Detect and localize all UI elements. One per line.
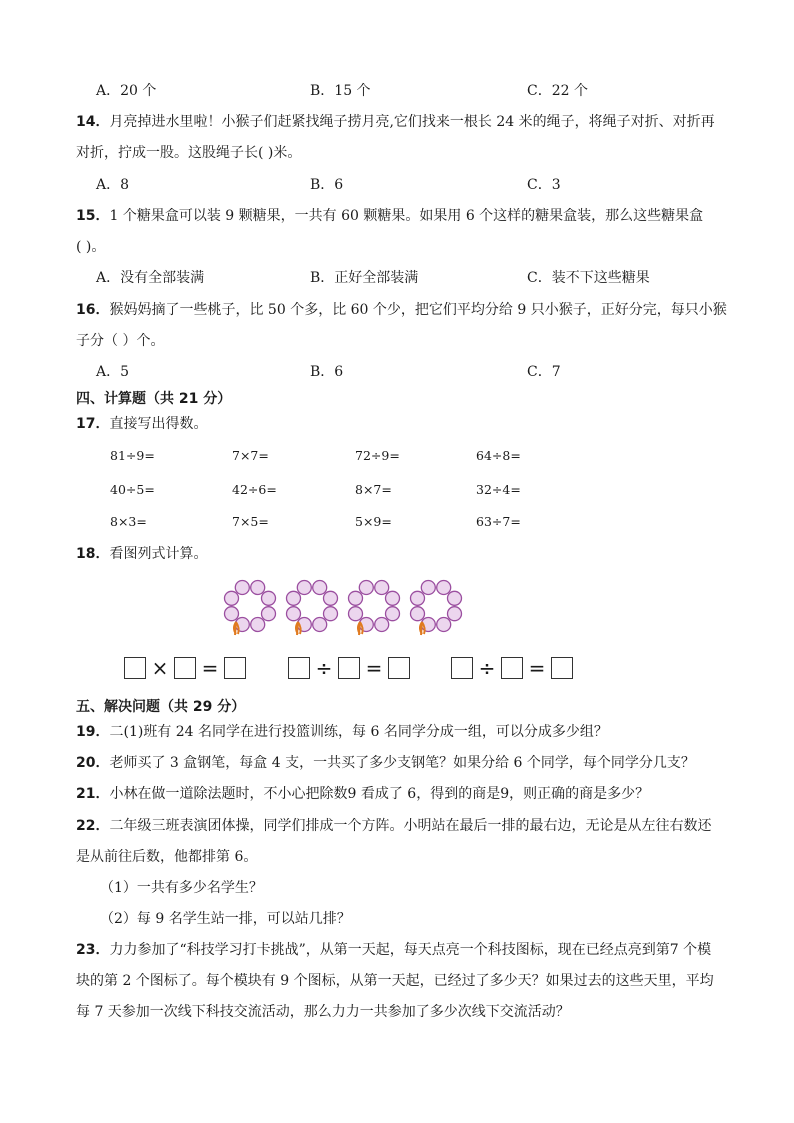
calc-item: 32÷4=	[476, 482, 521, 497]
section-4-heading: 四、计算题（共 21 分）	[76, 391, 232, 407]
answer-box[interactable]	[551, 657, 573, 679]
bead	[313, 618, 327, 632]
bead-bracelet	[411, 581, 462, 636]
q15-number: 15．	[76, 208, 110, 224]
bead	[386, 607, 400, 621]
q22-sub1: （1）一共有多少名学生？	[100, 880, 263, 896]
q16-option-a: A．5	[96, 364, 130, 380]
q14-line1	[76, 112, 715, 132]
q15-line2: ( )。	[76, 239, 106, 255]
calc-item: 42÷6=	[232, 482, 277, 497]
operator: ÷	[315, 656, 333, 680]
q16-line1	[76, 300, 727, 320]
bead	[375, 581, 389, 595]
answer-box[interactable]	[451, 657, 473, 679]
bead	[375, 618, 389, 632]
bead	[287, 591, 301, 605]
q16-number: 16．	[76, 302, 110, 318]
bead-bracelet	[225, 581, 276, 636]
equals-sign: =	[528, 656, 546, 680]
equals-sign: =	[365, 656, 383, 680]
q14-option-b: B．6	[310, 177, 344, 193]
division-equation-2	[451, 656, 573, 680]
tassel	[296, 622, 301, 635]
tassel	[358, 622, 363, 635]
bead	[297, 581, 311, 595]
q14-option-a: A．8	[96, 177, 130, 193]
q14-option-c: C．3	[527, 177, 561, 193]
bead	[386, 591, 400, 605]
calc-item: 8×7=	[355, 482, 392, 497]
bead	[437, 581, 451, 595]
bead	[411, 607, 425, 621]
q19-line	[76, 722, 608, 742]
tassel	[420, 622, 425, 635]
calc-item: 72÷9=	[355, 448, 400, 463]
q16-option-c: C．7	[527, 364, 561, 380]
q23-line3: 每 7 天参加一次线下科技交流活动，那么力力一共参加了多少次线下交流活动？	[76, 1004, 570, 1020]
q23-text: 力力参加了“科技学习打卡挑战”，从第一天起，每天点亮一个科技图标，现在已经点亮到第7 个模	[109, 942, 712, 958]
bead-bracelets-illustration	[220, 578, 480, 642]
calc-item: 81÷9=	[110, 448, 155, 463]
q20-line	[76, 753, 695, 773]
division-equation-1	[288, 656, 410, 680]
tassel	[234, 622, 239, 635]
bead	[313, 581, 327, 595]
bead	[349, 591, 363, 605]
answer-box[interactable]	[174, 657, 196, 679]
calc-item: 63÷7=	[476, 514, 521, 529]
q22-text: 二年级三班表演团体操，同学们排成一个方阵。小明站在最后一排的最右边，无论是从左往右数还	[109, 818, 712, 834]
q16-text: 猴妈妈摘了一些桃子，比 50 个多，比 60 个少，把它们平均分给 9 只小猴子，正好分完，每只小猴	[109, 302, 727, 318]
bead	[235, 581, 249, 595]
bead	[359, 581, 373, 595]
q20-text: 老师买了 3 盒钢笔，每盒 4 支，一共买了多少支钢笔？如果分给 6 个同学，每个同学分几支？	[109, 755, 695, 771]
q23-line2: 块的第 2 个图标了。每个模块有 9 个图标，从第一天起，已经过了多少天？如果过去的这些天里，平均	[76, 973, 714, 989]
q15-line1	[76, 206, 703, 226]
q15-text: 1 个糖果盒可以装 9 颗糖果，一共有 60 颗糖果。如果用 6 个这样的糖果盒装，那么这些糖果盒	[109, 208, 704, 224]
calc-item: 64÷8=	[476, 448, 521, 463]
calc-item: 5×9=	[355, 514, 392, 529]
q17-text: 直接写出得数。	[109, 416, 208, 432]
operator: ÷	[478, 656, 496, 680]
q22-line2: 是从前往后数，他都排第 6。	[76, 849, 258, 865]
bead-bracelet	[287, 581, 338, 636]
bead	[349, 607, 363, 621]
bead	[251, 581, 265, 595]
q14-line2: 对折，拧成一股。这股绳子长( )米。	[76, 145, 302, 161]
q22-line1	[76, 816, 711, 836]
calc-item: 7×7=	[232, 448, 269, 463]
bead	[262, 591, 276, 605]
q21-line	[76, 784, 649, 804]
q13-option-b: B．15 个	[310, 83, 371, 99]
q16-line2: 子分（ ）个。	[76, 333, 165, 349]
q19-text: 二(1)班有 24 名同学在进行投篮训练，每 6 名同学分成一组，可以分成多少组？	[109, 724, 608, 740]
calc-item: 40÷5=	[110, 482, 155, 497]
q23-number: 23．	[76, 942, 110, 958]
q18-number: 18．	[76, 546, 110, 562]
bead	[448, 607, 462, 621]
answer-box[interactable]	[124, 657, 146, 679]
q17-number: 17．	[76, 416, 110, 432]
bead	[324, 607, 338, 621]
answer-box[interactable]	[388, 657, 410, 679]
equals-sign: =	[201, 656, 219, 680]
q22-sub2: （2）每 9 名学生站一排，可以站几排？	[100, 911, 351, 927]
bead	[251, 618, 265, 632]
q14-number: 14．	[76, 114, 110, 130]
bead	[324, 591, 338, 605]
q13-option-c: C．22 个	[527, 83, 588, 99]
q17-line	[76, 414, 207, 434]
q18-line	[76, 544, 207, 564]
operator: ×	[151, 656, 169, 680]
q22-number: 22．	[76, 818, 110, 834]
answer-box[interactable]	[501, 657, 523, 679]
q14-text: 月亮掉进水里啦！小猴子们赶紧找绳子捞月亮,它们找来一根长 24 米的绳子，将绳子对折、对折再	[109, 114, 715, 130]
q13-option-a: A．20 个	[96, 83, 157, 99]
q15-option-b: B．正好全部装满	[310, 270, 419, 286]
section-5-heading: 五、解决问题（共 29 分）	[76, 699, 246, 715]
multiplication-equation	[124, 656, 246, 680]
bead	[421, 581, 435, 595]
q19-number: 19．	[76, 724, 110, 740]
q15-option-a: A．没有全部装满	[96, 270, 205, 286]
bead	[437, 618, 451, 632]
bead	[287, 607, 301, 621]
bead	[225, 607, 239, 621]
answer-box[interactable]	[224, 657, 246, 679]
q16-option-b: B．6	[310, 364, 344, 380]
calc-item: 7×5=	[232, 514, 269, 529]
answer-box[interactable]	[338, 657, 360, 679]
bead	[448, 591, 462, 605]
bead-bracelet	[349, 581, 400, 636]
bead	[411, 591, 425, 605]
bead	[225, 591, 239, 605]
q21-text: 小林在做一道除法题时，不小心把除数9 看成了 6，得到的商是9，则正确的商是多少？	[109, 786, 650, 802]
answer-box[interactable]	[288, 657, 310, 679]
q18-text: 看图列式计算。	[109, 546, 208, 562]
calc-item: 8×3=	[110, 514, 147, 529]
bead	[262, 607, 276, 621]
q21-number: 21．	[76, 786, 110, 802]
q20-number: 20．	[76, 755, 110, 771]
q23-line1	[76, 940, 711, 960]
q15-option-c: C．装不下这些糖果	[527, 270, 650, 286]
